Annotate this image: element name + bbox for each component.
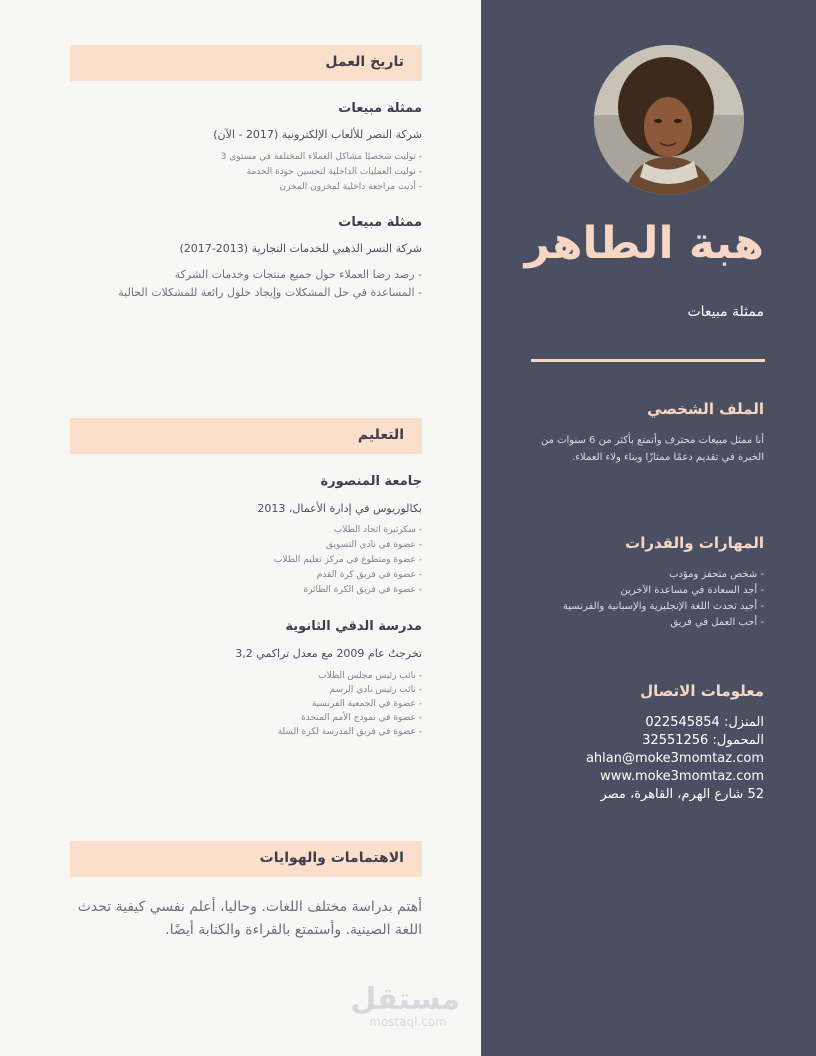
email-link[interactable]: ahlan@moke3momtaz.com — [585, 751, 764, 766]
school-activities — [274, 523, 422, 598]
job-duty: - توليت العمليات الداخلية لتحسين جودة الخدمة — [246, 167, 422, 177]
activity-item: - نائب رئيس نادي الرسم — [329, 685, 422, 695]
watermark-arabic: مستقل — [350, 982, 460, 1017]
activity-item: - عضوة في فريق المدرسة لكرة السلة — [277, 727, 422, 737]
school-activities — [278, 669, 422, 739]
school-name: جامعة المنصورة — [320, 474, 422, 489]
skill-item: - أجد السعادة في مساعدة الآخرين — [620, 585, 764, 596]
watermark-logo — [350, 982, 460, 1029]
contact-heading: معلومات الاتصال — [640, 682, 764, 700]
about-text: أنا ممثل مبيعات محترف وأتمتع بأكثر من 6 سنوات من الخبرة في تقديم دعمًا ممتازًا وبناء ولاء العملاء. — [540, 435, 764, 463]
activity-item: - عضوة في الجمعية الفرنسية — [311, 699, 422, 709]
activity-item: - عضوة في فريق الكرة الطائرة — [303, 585, 422, 595]
interests-heading: الاهتمامات والهوايات — [259, 850, 404, 866]
job-duties — [221, 150, 422, 195]
home-phone: المنزل: 022545854 — [645, 715, 764, 730]
divider — [531, 359, 765, 362]
job-duties — [118, 266, 422, 302]
school-degree: بكالوريوس في إدارة الأعمال، 2013 — [257, 502, 422, 515]
person-role: ممثلة مبيعات — [687, 304, 764, 320]
job-title: ممثلة مبيعات — [338, 215, 422, 230]
activity-item: - عضوة في فريق كرة القدم — [316, 570, 422, 580]
skill-item: - أجيد تحدث اللغة الإنجليزية والإسبانية والفرنسية — [562, 601, 764, 612]
address: 52 شارع الهرم، القاهرة، مصر — [600, 787, 764, 802]
activity-item: - عضوة في نموذج الأمم المتحدة — [301, 713, 422, 723]
portrait-image — [594, 45, 744, 195]
about-heading: الملف الشخصي — [647, 400, 764, 418]
school-name: مدرسة الدقي الثانوية — [285, 619, 422, 634]
job-duty: - المساعدة في حل المشكلات وإيجاد حلول رائعة للمشكلات الحالية — [118, 286, 422, 299]
education-heading: التعليم — [357, 427, 404, 443]
person-name: هبة الطاهر — [524, 218, 764, 269]
watermark-latin: mostaql.com — [369, 1015, 447, 1029]
activity-item: - عضوة ومتطوع في مركز تعليم الطلاب — [273, 555, 422, 565]
work-heading: تاريخ العمل — [325, 54, 404, 70]
skill-item: - أحب العمل في فريق — [670, 617, 764, 628]
job-company: شركة النصر للألعاب الإلكترونية (2017 - الآن) — [213, 128, 422, 141]
job-company: شركة النسر الذهبي للخدمات التجارية (2013-2017) — [179, 242, 422, 255]
contact-info — [586, 714, 764, 804]
school-degree: تخرجتُ عام 2009 مع معدل تراكمي 3,2 — [235, 647, 422, 660]
website-link[interactable]: www.moke3momtaz.com — [600, 769, 764, 784]
interests-text: أهتم بدراسة مختلف اللغات. وحاليا، أعلم نفسي كيفية تحدث اللغة الصينية. وأستمتع بالقراءة والكتابة أيضًا. — [77, 899, 422, 938]
education-section-header — [70, 418, 422, 454]
job-title: ممثلة مبيعات — [338, 101, 422, 116]
mobile-phone: المحمول: 32551256 — [642, 733, 764, 748]
work-section-header — [70, 45, 422, 81]
profile-photo — [594, 45, 744, 195]
skills-heading: المهارات والقدرات — [625, 534, 764, 552]
activity-item: - عضوة في نادي التسويق — [326, 540, 422, 550]
skill-item: - شخص متحفز ومؤدب — [669, 569, 764, 580]
job-duty: - رصد رضا العملاء حول جميع منتجات وخدمات الشركة — [174, 268, 422, 281]
interests-section-header — [70, 841, 422, 877]
job-duty: - توليت شخصيًا مشاكل العملاء المختلفة في مستوى 3 — [220, 152, 422, 162]
activity-item: - سكرتيرة اتحاد الطلاب — [333, 525, 422, 535]
job-duty: - أديت مراجعة داخلية لمخزون المخزن — [279, 182, 422, 192]
skills-list — [524, 567, 764, 631]
activity-item: - نائب رئيس مجلس الطلاب — [318, 671, 422, 681]
